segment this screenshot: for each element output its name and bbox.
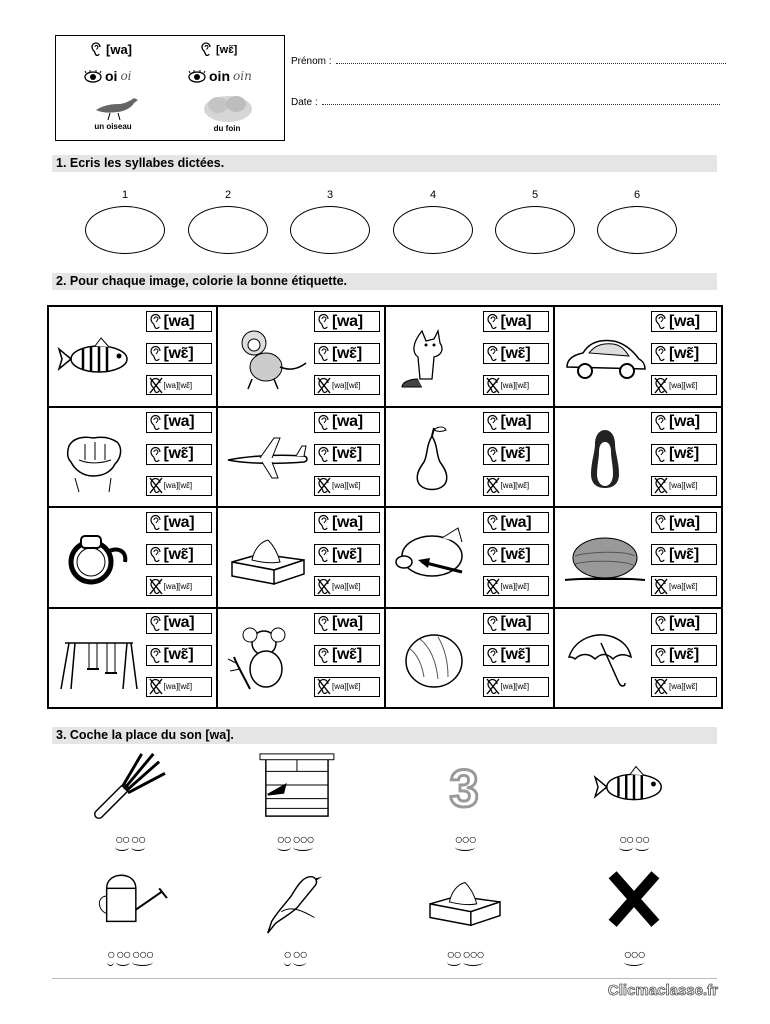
ear-icon bbox=[149, 414, 163, 431]
ear-icon bbox=[654, 514, 668, 531]
label-we[interactable]: [wɛ̃] bbox=[314, 343, 380, 364]
syllable-arc bbox=[455, 832, 476, 851]
ear-icon bbox=[486, 313, 500, 330]
syllable-row bbox=[400, 832, 530, 851]
writing-oval[interactable] bbox=[495, 206, 575, 254]
tissue-box-picture bbox=[400, 865, 530, 935]
syllable-arc bbox=[132, 947, 153, 966]
car-picture bbox=[561, 321, 649, 393]
sound-legend-box bbox=[55, 35, 285, 141]
label-we[interactable]: [wɛ̃] bbox=[483, 444, 549, 465]
ear-icon bbox=[486, 647, 500, 664]
label-wa[interactable]: [wa] bbox=[314, 512, 380, 533]
watering-can-picture bbox=[65, 865, 195, 935]
grid-cell-hay-bale bbox=[554, 507, 723, 608]
label-none[interactable]: [wa][wɛ̃] bbox=[483, 677, 549, 697]
label-we[interactable]: [wɛ̃] bbox=[651, 645, 717, 666]
label-none[interactable]: [wa][wɛ̃] bbox=[146, 677, 212, 697]
section2-title: 2. Pour chaque image, colorie la bonne étiquette. bbox=[52, 273, 717, 290]
syllable-circles[interactable]: ○○ bbox=[131, 831, 145, 847]
syllable-arc bbox=[635, 832, 649, 851]
label-none[interactable]: [wa][wɛ̃] bbox=[651, 576, 717, 596]
syllable-row bbox=[400, 947, 530, 966]
bird-picture bbox=[230, 865, 360, 935]
grid-cell-monkey bbox=[217, 306, 386, 407]
no-sound-icon bbox=[486, 377, 500, 394]
penguin-picture bbox=[561, 422, 649, 494]
ear-icon bbox=[654, 414, 668, 431]
label-we[interactable]: [wɛ̃] bbox=[314, 645, 380, 666]
label-group bbox=[483, 311, 549, 395]
legend-oin: oin oin bbox=[188, 68, 252, 84]
syllable-row bbox=[65, 832, 195, 851]
syllable-oval[interactable] bbox=[290, 189, 370, 254]
label-group bbox=[651, 311, 717, 395]
no-sound-icon bbox=[317, 678, 331, 695]
grid-cell-tissue-box bbox=[217, 507, 386, 608]
syllable-arc bbox=[463, 947, 484, 966]
grid-cell-penguin bbox=[554, 407, 723, 508]
label-group bbox=[314, 311, 380, 395]
legend-oi: oi oi bbox=[84, 68, 132, 84]
syllable-oval[interactable] bbox=[85, 189, 165, 254]
caption-foin: du foin bbox=[213, 124, 241, 133]
no-sound-icon bbox=[317, 377, 331, 394]
label-none[interactable]: [wa][wɛ̃] bbox=[314, 576, 380, 596]
oval-number: 1 bbox=[121, 189, 129, 201]
syllable-row bbox=[230, 947, 360, 966]
label-we[interactable]: [wɛ̃] bbox=[651, 343, 717, 364]
oval-number: 4 bbox=[429, 189, 437, 201]
label-none[interactable]: [wa][wɛ̃] bbox=[483, 375, 549, 395]
oval-number: 2 bbox=[224, 189, 232, 201]
ear-icon bbox=[149, 514, 163, 531]
fist-picture bbox=[55, 422, 143, 494]
ear-icon bbox=[486, 546, 500, 563]
label-group bbox=[146, 512, 212, 596]
no-sound-icon bbox=[317, 477, 331, 494]
ear-icon bbox=[486, 414, 500, 431]
label-none[interactable]: [wa][wɛ̃] bbox=[483, 576, 549, 596]
label-wa[interactable]: [wa] bbox=[483, 412, 549, 433]
grid-cell-watch bbox=[48, 507, 217, 608]
oval-number: 5 bbox=[531, 189, 539, 201]
grid-cell-umbrella bbox=[554, 608, 723, 709]
syllable-arc bbox=[115, 832, 129, 851]
no-sound-icon bbox=[486, 578, 500, 595]
ear-icon bbox=[317, 514, 331, 531]
label-group bbox=[314, 412, 380, 496]
no-sound-icon bbox=[654, 377, 668, 394]
umbrella-picture bbox=[561, 623, 649, 695]
three-picture bbox=[400, 750, 530, 820]
eye-icon bbox=[188, 70, 206, 83]
sound-place-item-fish bbox=[569, 750, 699, 851]
label-wa[interactable]: [wa] bbox=[146, 512, 212, 533]
section1-title: 1. Ecris les syllabes dictées. bbox=[52, 155, 717, 172]
label-wa[interactable]: [wa] bbox=[314, 412, 380, 433]
ear-icon bbox=[149, 446, 163, 463]
no-sound-icon bbox=[654, 477, 668, 494]
label-none[interactable]: [wa][wɛ̃] bbox=[146, 476, 212, 496]
oval-number: 3 bbox=[326, 189, 334, 201]
syllable-row bbox=[569, 832, 699, 851]
no-sound-icon bbox=[654, 578, 668, 595]
syllable-arc bbox=[116, 947, 130, 966]
label-we[interactable]: [wɛ̃] bbox=[651, 444, 717, 465]
syllable-circles[interactable]: ○○○ bbox=[623, 946, 645, 962]
legend-we: [wɛ̃] bbox=[200, 42, 237, 57]
leek-picture bbox=[65, 750, 195, 820]
syllable-arc bbox=[624, 947, 645, 966]
label-group bbox=[651, 512, 717, 596]
grid-cell-koala bbox=[217, 608, 386, 709]
ear-icon bbox=[317, 313, 331, 330]
ear-icon bbox=[654, 615, 668, 632]
swing-picture bbox=[55, 623, 143, 695]
ear-icon bbox=[149, 546, 163, 563]
bird-illustration bbox=[92, 94, 142, 122]
syllable-arc bbox=[107, 947, 114, 966]
writing-oval[interactable] bbox=[597, 206, 677, 254]
image-label-grid bbox=[47, 305, 723, 709]
label-group bbox=[146, 311, 212, 395]
label-group bbox=[651, 613, 717, 697]
svg-text:3: 3 bbox=[449, 759, 479, 819]
label-wa[interactable]: [wa] bbox=[314, 311, 380, 332]
syllable-circles[interactable]: ○○ bbox=[116, 946, 130, 962]
label-none[interactable]: [wa][wɛ̃] bbox=[651, 476, 717, 496]
section3-title: 3. Coche la place du son [wa]. bbox=[52, 727, 717, 744]
drawer-picture bbox=[230, 750, 360, 820]
syllable-circles[interactable]: ○ bbox=[283, 946, 291, 962]
sound-place-item-leek bbox=[65, 750, 195, 851]
syllable-oval[interactable] bbox=[495, 189, 575, 254]
label-group bbox=[483, 412, 549, 496]
syllable-arc bbox=[277, 832, 291, 851]
label-wa[interactable]: [wa] bbox=[146, 311, 212, 332]
label-none[interactable]: [wa][wɛ̃] bbox=[651, 375, 717, 395]
ear-icon bbox=[317, 446, 331, 463]
sound-place-item-bird bbox=[230, 865, 360, 966]
ear-icon bbox=[317, 647, 331, 664]
date-field[interactable]: Date : bbox=[291, 96, 720, 108]
ear-icon bbox=[654, 345, 668, 362]
label-we[interactable]: [wɛ̃] bbox=[146, 444, 212, 465]
label-wa[interactable]: [wa] bbox=[651, 412, 717, 433]
label-none[interactable]: [wa][wɛ̃] bbox=[314, 677, 380, 697]
no-sound-icon bbox=[149, 578, 163, 595]
syllable-arc bbox=[293, 832, 314, 851]
syllable-row bbox=[230, 832, 360, 851]
grid-cell-car bbox=[554, 306, 723, 407]
grid-cell-pig bbox=[385, 507, 554, 608]
no-sound-icon bbox=[486, 477, 500, 494]
label-group bbox=[314, 613, 380, 697]
sound-place-item-three bbox=[400, 750, 530, 851]
no-sound-icon bbox=[149, 678, 163, 695]
label-wa[interactable]: [wa] bbox=[651, 512, 717, 533]
grid-cell-fist bbox=[48, 407, 217, 508]
footer-divider bbox=[52, 978, 717, 979]
label-group bbox=[146, 412, 212, 496]
eye-icon bbox=[84, 70, 102, 83]
sound-place-item-tissue-box bbox=[400, 865, 530, 966]
syllable-arc bbox=[619, 832, 633, 851]
ear-icon bbox=[486, 514, 500, 531]
syllable-row bbox=[65, 947, 195, 966]
pig-picture bbox=[392, 522, 480, 594]
syllable-circles[interactable]: ○ bbox=[107, 946, 115, 962]
label-group bbox=[483, 613, 549, 697]
label-wa[interactable]: [wa] bbox=[146, 412, 212, 433]
syllable-circles[interactable]: ○○ bbox=[446, 946, 461, 962]
syllable-arc bbox=[447, 947, 461, 966]
syllable-circles[interactable]: ○○ bbox=[635, 831, 649, 847]
label-wa[interactable]: [wa] bbox=[483, 311, 549, 332]
grid-cell-pear bbox=[385, 407, 554, 508]
label-none[interactable]: [wa][wɛ̃] bbox=[146, 576, 212, 596]
grid-cell-walnut bbox=[385, 608, 554, 709]
hay-illustration bbox=[202, 90, 254, 124]
syllable-arc bbox=[293, 947, 307, 966]
label-none[interactable]: [wa][wɛ̃] bbox=[146, 375, 212, 395]
monkey-picture bbox=[224, 321, 312, 393]
fish-picture bbox=[569, 750, 699, 820]
tissue-box-picture bbox=[224, 522, 312, 594]
label-we[interactable]: [wɛ̃] bbox=[146, 645, 212, 666]
pear-picture bbox=[392, 422, 480, 494]
syllable-row bbox=[569, 947, 699, 966]
airplane-picture bbox=[224, 422, 312, 494]
label-we[interactable]: [wɛ̃] bbox=[651, 544, 717, 565]
syllable-circles[interactable]: ○○○ bbox=[462, 946, 484, 962]
watch-picture bbox=[55, 522, 143, 594]
ear-icon bbox=[149, 647, 163, 664]
ear-icon bbox=[200, 42, 213, 57]
ear-icon bbox=[149, 615, 163, 632]
writing-oval[interactable] bbox=[393, 206, 473, 254]
syllable-circles[interactable]: ○○ bbox=[619, 831, 633, 847]
label-we[interactable]: [wɛ̃] bbox=[314, 544, 380, 565]
label-we[interactable]: [wɛ̃] bbox=[483, 645, 549, 666]
syllable-oval[interactable] bbox=[188, 189, 268, 254]
syllable-circles[interactable]: ○○○ bbox=[454, 831, 476, 847]
ear-icon bbox=[317, 615, 331, 632]
label-we[interactable]: [wɛ̃] bbox=[483, 343, 549, 364]
sound-place-item-watering-can bbox=[65, 865, 195, 966]
syllable-oval[interactable] bbox=[597, 189, 677, 254]
syllable-arc bbox=[284, 947, 291, 966]
label-we[interactable]: [wɛ̃] bbox=[146, 544, 212, 565]
label-wa[interactable]: [wa] bbox=[483, 613, 549, 634]
grid-cell-fish bbox=[48, 306, 217, 407]
no-sound-icon bbox=[149, 477, 163, 494]
grid-cell-fox bbox=[385, 306, 554, 407]
sound-place-item-cross bbox=[569, 865, 699, 966]
grid-cell-swing bbox=[48, 608, 217, 709]
label-none[interactable]: [wa][wɛ̃] bbox=[483, 476, 549, 496]
syllable-circles[interactable]: ○○ bbox=[115, 831, 129, 847]
writing-oval[interactable] bbox=[85, 206, 165, 254]
oval-number: 6 bbox=[633, 189, 641, 201]
walnut-picture bbox=[392, 623, 480, 695]
no-sound-icon bbox=[486, 678, 500, 695]
ear-icon bbox=[149, 345, 163, 362]
no-sound-icon bbox=[654, 678, 668, 695]
label-group bbox=[651, 412, 717, 496]
syllable-circles[interactable]: ○○ bbox=[292, 946, 307, 962]
label-none[interactable]: [wa][wɛ̃] bbox=[651, 677, 717, 697]
writing-oval[interactable] bbox=[290, 206, 370, 254]
no-sound-icon bbox=[149, 377, 163, 394]
ear-icon bbox=[654, 446, 668, 463]
label-we[interactable]: [wɛ̃] bbox=[146, 343, 212, 364]
caption-oiseau: un oiseau bbox=[94, 122, 132, 131]
ear-icon bbox=[486, 446, 500, 463]
writing-oval[interactable] bbox=[188, 206, 268, 254]
label-we[interactable]: [wɛ̃] bbox=[314, 444, 380, 465]
label-wa[interactable]: [wa] bbox=[651, 311, 717, 332]
label-wa[interactable]: [wa] bbox=[146, 613, 212, 634]
site-brand: Clicmaclasse.fr bbox=[607, 982, 718, 999]
ear-icon bbox=[654, 647, 668, 664]
prenom-field[interactable]: Prénom : bbox=[291, 55, 726, 67]
ear-icon bbox=[90, 42, 103, 57]
label-group bbox=[314, 512, 380, 596]
ear-icon bbox=[317, 345, 331, 362]
syllable-oval[interactable] bbox=[393, 189, 473, 254]
ear-icon bbox=[317, 414, 331, 431]
syllable-circles[interactable]: ○○ bbox=[276, 831, 291, 847]
ear-icon bbox=[317, 546, 331, 563]
cross-picture bbox=[569, 865, 699, 935]
ear-icon bbox=[486, 345, 500, 362]
ear-icon bbox=[654, 546, 668, 563]
label-wa[interactable]: [wa] bbox=[483, 512, 549, 533]
syllable-arc bbox=[131, 832, 145, 851]
koala-picture bbox=[224, 623, 312, 695]
fish-picture bbox=[55, 321, 143, 393]
sound-place-item-drawer bbox=[230, 750, 360, 851]
hay-bale-picture bbox=[561, 522, 649, 594]
ear-icon bbox=[486, 615, 500, 632]
label-we[interactable]: [wɛ̃] bbox=[483, 544, 549, 565]
no-sound-icon bbox=[317, 578, 331, 595]
fox-picture bbox=[392, 321, 480, 393]
syllable-circles[interactable]: ○○○ bbox=[132, 946, 153, 962]
grid-cell-airplane bbox=[217, 407, 386, 508]
label-wa[interactable]: [wa] bbox=[314, 613, 380, 634]
label-group bbox=[146, 613, 212, 697]
ear-icon bbox=[149, 313, 163, 330]
label-group bbox=[483, 512, 549, 596]
syllable-circles[interactable]: ○○○ bbox=[292, 831, 314, 847]
label-wa[interactable]: [wa] bbox=[651, 613, 717, 634]
label-none[interactable]: [wa][wɛ̃] bbox=[314, 476, 380, 496]
ear-icon bbox=[654, 313, 668, 330]
legend-wa: [wa] bbox=[90, 42, 132, 57]
label-none[interactable]: [wa][wɛ̃] bbox=[314, 375, 380, 395]
